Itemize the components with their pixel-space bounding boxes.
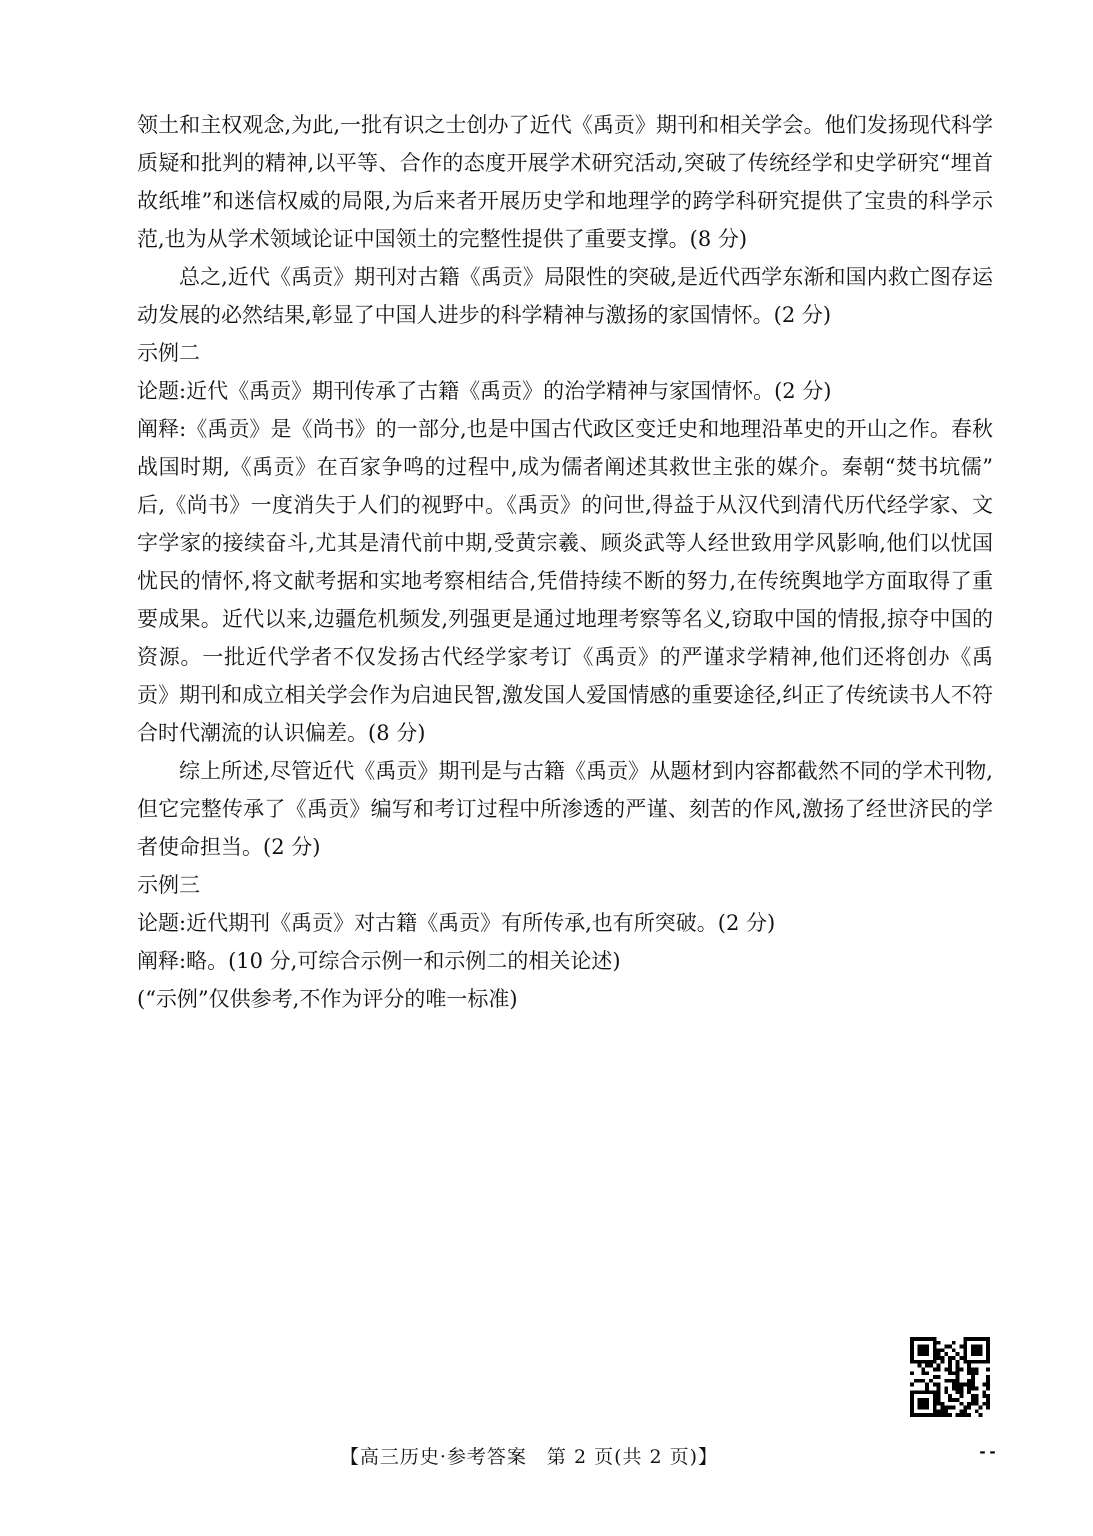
paragraph: 总之,近代《禹贡》期刊对古籍《禹贡》局限性的突破,是近代西学东渐和国内救亡图存运动发展的必然结果,彰显了中国人进步的科学精神与激扬的家国情怀。(2 分) [137, 265, 993, 327]
section-heading: 示例二 [137, 341, 200, 365]
answer-text-block [137, 106, 993, 1018]
paragraph: 阐释:略。(10 分,可综合示例一和示例二的相关论述) [137, 949, 621, 973]
paragraph: 综上所述,尽管近代《禹贡》期刊是与古籍《禹贡》从题材到内容都截然不同的学术刊物,但它完整传承了《禹贡》编写和考订过程中所渗透的严谨、刻苦的作风,激扬了经世济民的学者使命担当。(2 分) [137, 759, 993, 859]
paragraph: 领土和主权观念,为此,一批有识之士创办了近代《禹贡》期刊和相关学会。他们发扬现代科学质疑和批判的精神,以平等、合作的态度开展学术研究活动,突破了传统经学和史学研究“埋首故纸堆”和迷信权威的局限,为后来者开展历史学和地理学的跨学科研究提供了宝贵的科学示范,也为从学术领域论证中国领土的完整性提供了重要支撑。(8 分) [137, 113, 993, 251]
page-edge-mark: -- [978, 1443, 999, 1461]
qr-code [910, 1337, 990, 1417]
paragraph: (“示例”仅供参考,不作为评分的唯一标准) [137, 987, 518, 1011]
paragraph: 论题:近代期刊《禹贡》对古籍《禹贡》有所传承,也有所突破。(2 分) [137, 911, 776, 935]
paragraph: 阐释:《禹贡》是《尚书》的一部分,也是中国古代政区变迁史和地理沿革史的开山之作。春秋战国时期,《禹贡》在百家争鸣的过程中,成为儒者阐述其救世主张的媒介。秦朝“焚书坑儒”后,《尚书》一度消失于人们的视野中。《禹贡》的问世,得益于从汉代到清代历代经学家、文字学家的接续奋斗,尤其是清代前中期,受黄宗羲、顾炎武等人经世致用学风影响,他们以忧国忧民的情怀,将文献考据和实地考察相结合,凭借持续不断的努力,在传统舆地学方面取得了重要成果。近代以来,边疆危机频发,列强更是通过地理考察等名义,窃取中国的情报,掠夺中国的资源。一批近代学者不仅发扬古代经学家考订《禹贡》的严谨求学精神,他们还将创办《禹贡》期刊和成立相关学会作为启迪民智,激发国人爱国情感的重要途径,纠正了传统读书人不符合时代潮流的认识偏差。(8 分) [137, 417, 993, 745]
section-heading: 示例三 [137, 873, 200, 897]
paragraph: 论题:近代《禹贡》期刊传承了古籍《禹贡》的治学精神与家国情怀。(2 分) [137, 379, 832, 403]
page-footer: 【高三历史·参考答案 第 2 页(共 2 页)】 [339, 1446, 719, 1468]
